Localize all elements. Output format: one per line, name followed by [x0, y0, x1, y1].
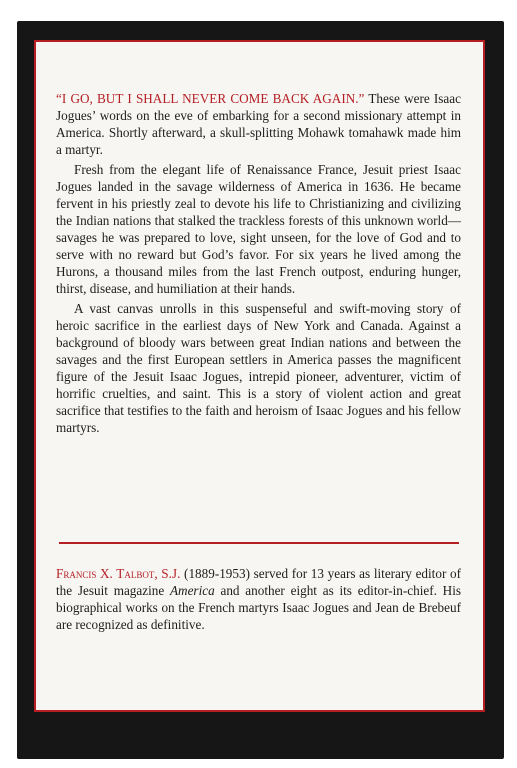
author-bio-text-2: and another eight as its editor-in-chief. His biographical works on the French martyrs Isaac Jogues and Jean de Brebeuf are recognized as definitive.: [56, 583, 461, 632]
blurb-paragraph-1-rest: These were Isaac Jogues’ words on the eve of embarking for a second missionary attempt in America. Shortly afterward, a skull-splitting Mohawk tomahawk made him a martyr.: [56, 91, 461, 157]
author-name: Francis X. Talbot, S.J.: [56, 566, 181, 581]
opening-quote: “I GO, BUT I SHALL NEVER COME BACK AGAIN.”: [56, 91, 365, 106]
magazine-title: America: [170, 583, 215, 598]
blurb-paragraph-3: A vast canvas unrolls in this suspenseful and swift-moving story of heroic sacrifice in the earliest days of New York and Canada. Against a background of bloody wars between great Indian nations and between the savages and the first European settlers in America passes the magnificent figure of the Jesuit Isaac Jogues, intrepid pioneer, adventurer, victim of horrific cruelties, and saint. This is a story of violent action and great sacrifice that testifies to the faith and heroism of Isaac Jogues and his fellow martyrs.: [56, 301, 461, 435]
blurb-paragraph-2: Fresh from the elegant life of Renaissance France, Jesuit priest Isaac Jogues landed in the savage wilderness of America in 1636. He became fervent in his priestly zeal to devote his life to Christianizing and civilizing the Indian nations that stalked the trackless forests of this unknown world—savages he was prepared to love, sight unseen, for the love of God and to serve with no reward but God’s favor. For six years he lived among the Hurons, a thousand miles from the last French outpost, enduring hunger, thirst, disease, and humiliation at their hands.: [56, 162, 461, 296]
author-bio-text-1: (1889-1953) served for 13 years as literary editor of the Jesuit magazine: [56, 566, 461, 598]
red-divider-line: [59, 542, 459, 544]
author-bio: [56, 565, 461, 633]
blurb-text: [56, 90, 461, 439]
blurb-paragraph-1: [56, 90, 461, 158]
